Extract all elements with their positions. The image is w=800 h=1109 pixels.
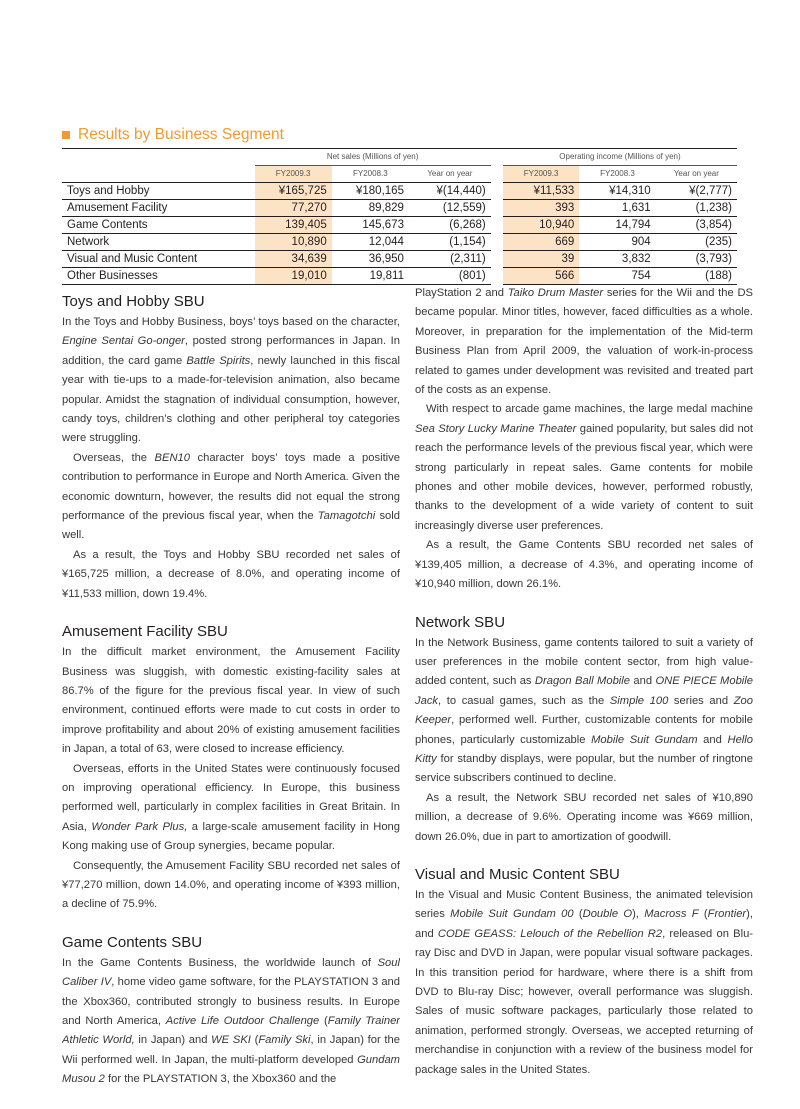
cell: 3,832 [579, 251, 655, 268]
segment-name: Game Contents [62, 217, 255, 234]
paragraph: In the difficult market environment, the Amusement Facility Business was sluggish, with domestic existing-facility sales at 86.7% of the figure for the previous fiscal year. In view of such environment, continued efforts were made to cut costs in order to improve profitability and about 20% of existing amusement facilities in Japan, a total of 63, were closed to increase efficiency. [62, 646, 400, 756]
cell: 14,794 [579, 217, 655, 234]
cell: ¥11,533 [503, 183, 579, 200]
cell: 19,010 [255, 268, 332, 285]
cell: (2,311) [409, 251, 491, 268]
cell: 669 [503, 234, 579, 251]
segment-name: Toys and Hobby [62, 183, 255, 200]
column-header: Year on year [409, 166, 491, 183]
cell: 19,811 [332, 268, 409, 285]
table-row [62, 183, 737, 200]
cell: 145,673 [332, 217, 409, 234]
cell: ¥(14,440) [409, 183, 491, 200]
segment-name: Other Businesses [62, 268, 255, 285]
paragraph: Overseas, efforts in the United States were continuously focused on improving operational efficiency. In Europe, this business performed well, particularly in complex facilities in Great Britain. In Asia, Wonder Park Plus, a large-scale amusement facility in Hong Kong making use of Group synergies, became popular. [62, 762, 401, 853]
article-heading: Toys and Hobby SBU [62, 293, 205, 310]
cell: 754 [579, 268, 655, 285]
cell: 1,631 [579, 200, 655, 217]
cell: 10,940 [503, 217, 579, 234]
cell: (12,559) [409, 200, 491, 217]
section-title [62, 126, 284, 144]
article-game-contents-continued [415, 284, 753, 595]
paragraph: In the Visual and Music Content Business, the animated television series Mobile Suit Gundam 00 (Double O), Macross F (Frontier), and CODE GEASS: Lelouch of the Rebellion R2, released on Blu-ray Disc and DVD in Japan, were popular visual software packages. In this transition period for hardware, where there is a shift from DVD to Blu-ray Disc; however, overall performance was sluggish. Sales of music software packages, particularly those related to animation, performed strongly. Overseas, we accepted returning of merchandise in conjunction with a review of the business model for package sales in the United States. [415, 888, 754, 1076]
paragraph: In the Game Contents Business, the worldwide launch of Soul Caliber IV, home video game software, for the PLAYSTATION 3 and the Xbox360, contributed strongly to business results. In Europe and North America, Active Life Outdoor Challenge (Family Trainer Athletic World, in Japan) and WE SKI (Family Ski, in Japan) for the Wii performed well. In Japan, the multi-platform developed Gundam Musou 2 for the PLAYSTATION 3, the Xbox360 and the [62, 956, 400, 1086]
paragraph: As a result, the Network SBU recorded net sales of ¥10,890 million, a decrease of 9.6%. Operating income was ¥669 million, down 26.0%, due in part to amortization of goodwill. [415, 791, 753, 843]
cell: (1,238) [656, 200, 737, 217]
segment-name: Network [62, 234, 255, 251]
paragraph: As a result, the Game Contents SBU recorded net sales of ¥139,405 million, a decrease of 4.3%, and operating income of ¥10,940 million, down 26.1%. [415, 539, 753, 591]
table-row [62, 251, 737, 268]
segment-results-table [62, 148, 737, 285]
cell: 39 [503, 251, 579, 268]
section-title-text: Results by Business Segment [78, 126, 284, 143]
column-header: FY2008.3 [579, 166, 655, 183]
paragraph: In the Network Business, game contents tailored to suit a variety of user preferences in the mobile content sector, from high value-added content, such as Dragon Ball Mobile and ONE PIECE Mobile Jack, to casual games, such as the Simple 100 series and Zoo Keeper, performed well. Further, customizable contents for mobile phones, particularly customizable Mobile Suit Gundam and Hello Kitty for standby displays, were popular, but the number of ringtone service subscribers continued to decline. [415, 636, 753, 785]
column-header: Year on year [656, 166, 737, 183]
cell: 139,405 [255, 217, 332, 234]
cell: 34,639 [255, 251, 332, 268]
cell: (801) [409, 268, 491, 285]
orange-square-bullet-icon [62, 131, 70, 139]
cell: ¥165,725 [255, 183, 332, 200]
cell: 77,270 [255, 200, 332, 217]
left-text-column [62, 292, 400, 1109]
column-header: FY2009.3 [503, 166, 579, 183]
article-toys-hobby [62, 292, 400, 604]
table-row [62, 217, 737, 234]
article-network [415, 613, 753, 847]
paragraph: In the Toys and Hobby Business, boys’ toys based on the character, Engine Sentai Go-onger, posted strong performances in Japan. In addition, the card game Battle Spirits, newly launched in this fiscal year with tie-ups to a made-for-television animation, also became popular. Amidst the stagnation of individual consumption, however, candy toys, children’s clothing and other peripheral toy categories were struggling. [62, 316, 401, 445]
cell: ¥(2,777) [656, 183, 737, 200]
table-row [62, 268, 737, 285]
paragraph: Consequently, the Amusement Facility SBU recorded net sales of ¥77,270 million, down 14.0%, and operating income of ¥393 million, a decline of 75.9%. [62, 859, 400, 911]
cell: ¥180,165 [332, 183, 409, 200]
table-group-header-row [62, 149, 737, 166]
cell: (3,793) [656, 251, 737, 268]
column-header: FY2009.3 [255, 166, 332, 183]
segment-name: Visual and Music Content [62, 251, 255, 268]
cell: (1,154) [409, 234, 491, 251]
cell: (235) [656, 234, 737, 251]
table-column-header-row [62, 166, 737, 183]
group-header-net-sales: Net sales (Millions of yen) [255, 149, 491, 166]
segment-name: Amusement Facility [62, 200, 255, 217]
article-game-contents [62, 933, 400, 1091]
article-visual-music [415, 865, 753, 1080]
cell: 566 [503, 268, 579, 285]
paragraph: PlayStation 2 and Taiko Drum Master series for the Wii and the DS became popular. Minor titles, however, faced difficulties as a whole. Moreover, in preparation for the implementation of the Mid-term Business Plan from April 2009, the valuation of work-in-process related to games under development was revisited and treated part of the costs as an expense. [415, 287, 754, 397]
right-text-column [415, 284, 753, 1098]
article-heading: Visual and Music Content SBU [415, 865, 620, 883]
cell: 904 [579, 234, 655, 251]
cell: 12,044 [332, 234, 409, 251]
column-header: FY2008.3 [332, 166, 409, 183]
article-heading: Network SBU [415, 613, 506, 631]
paragraph: With respect to arcade game machines, the large medal machine Sea Story Lucky Marine Theater gained popularity, but sales did not reach the performance levels of the previous fiscal year, which were strong particularly in repeat sales. Game contents for mobile phones and other mobile devices, however, performed robustly, thanks to the development of a wide variety of content to suit increasingly diverse user preferences. [415, 403, 753, 532]
cell: 36,950 [332, 251, 409, 268]
paragraph: As a result, the Toys and Hobby SBU recorded net sales of ¥165,725 million, a decrease of 8.0%, and operating income of ¥11,533 million, down 19.4%. [62, 548, 400, 600]
cell: 89,829 [332, 200, 409, 217]
cell: (3,854) [656, 217, 737, 234]
cell: 393 [503, 200, 579, 217]
article-amusement-facility [62, 622, 400, 915]
table-row [62, 234, 737, 251]
group-header-operating-income: Operating income (Millions of yen) [503, 149, 737, 166]
cell: (6,268) [409, 217, 491, 234]
article-heading: Game Contents SBU [62, 933, 203, 951]
article-heading: Amusement Facility SBU [62, 623, 228, 641]
table-row [62, 200, 737, 217]
cell: ¥14,310 [579, 183, 655, 200]
cell: 10,890 [255, 234, 332, 251]
paragraph: Overseas, the BEN10 character boys’ toys made a positive contribution to performance in Europe and North America. Given the economic downturn, however, the results did not equal the strong performance of the previous fiscal year, when the Tamagotchi sold well. [62, 451, 400, 542]
cell: (188) [656, 268, 737, 285]
